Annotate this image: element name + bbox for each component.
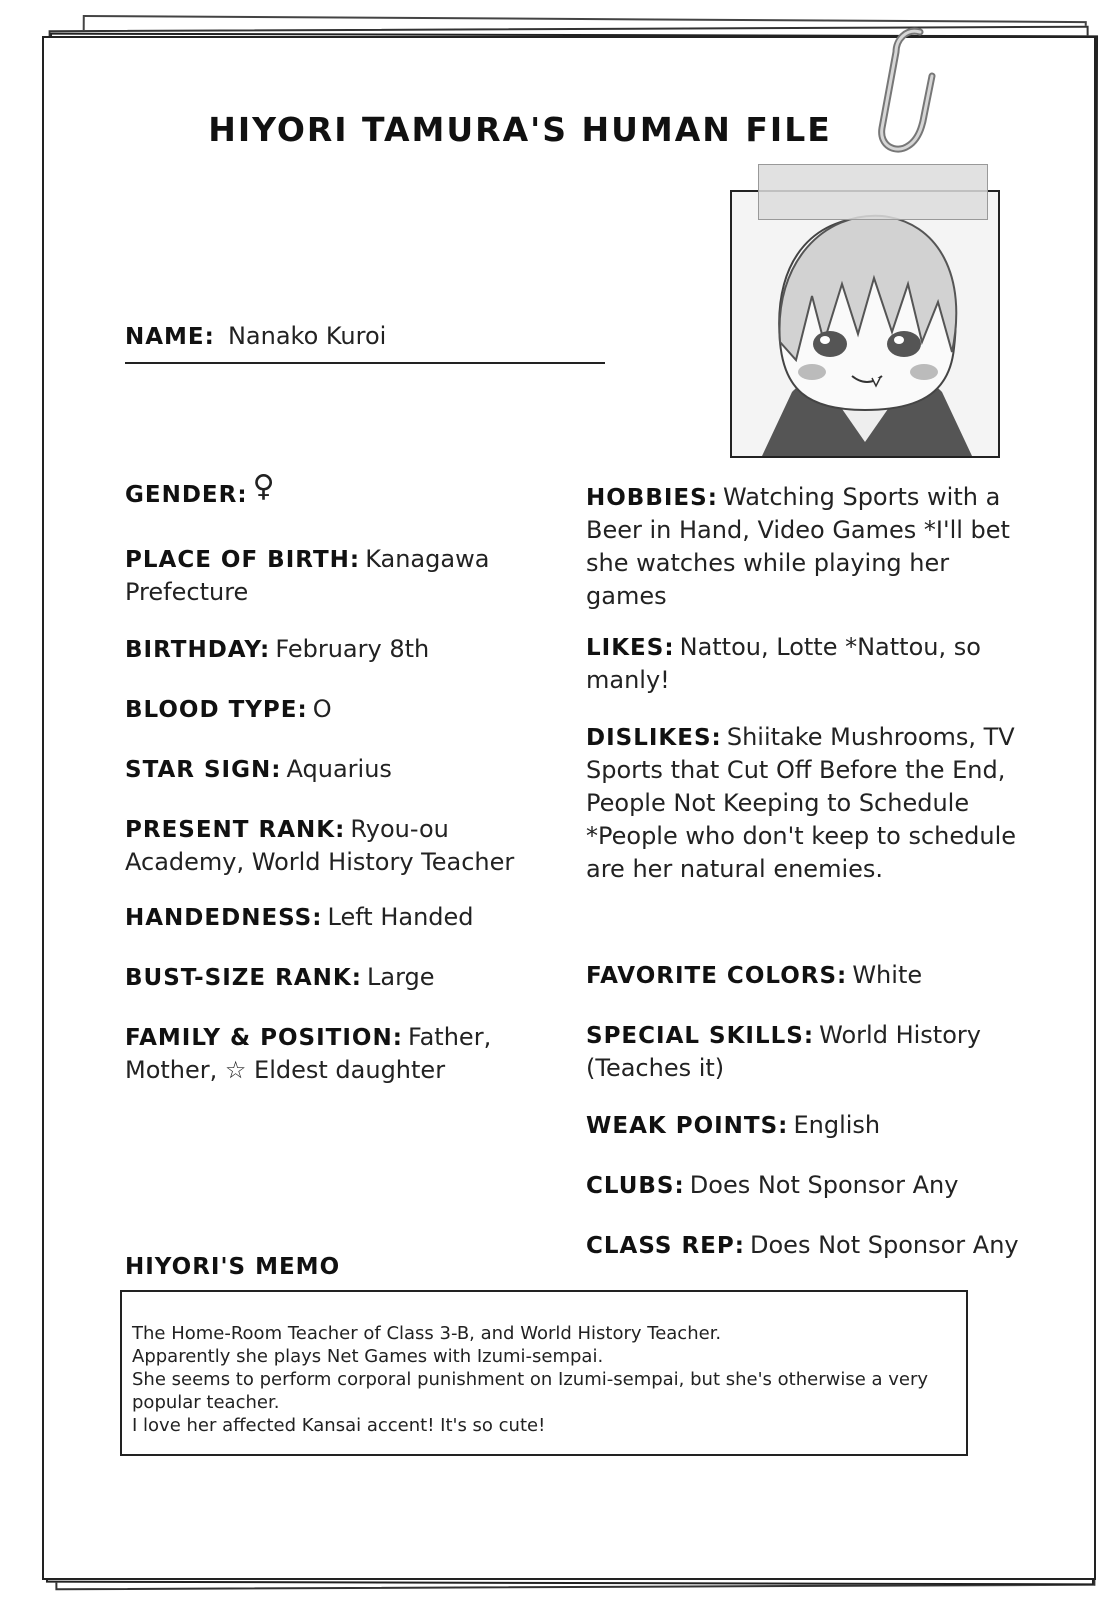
field-family-position: FAMILY & POSITION: Father, Mother, ☆ Eldest daughter bbox=[125, 1023, 492, 1084]
memo-box bbox=[120, 1290, 968, 1456]
field-blood-type: BLOOD TYPE: O bbox=[125, 695, 332, 723]
field-special-skills: SPECIAL SKILLS: World History (Teaches it) bbox=[586, 1021, 981, 1082]
character-portrait bbox=[730, 190, 1000, 458]
field-class-rep: CLASS REP: Does Not Sponsor Any bbox=[586, 1231, 1019, 1259]
field-gender: GENDER: ♀ bbox=[125, 469, 275, 508]
field-star-sign: STAR SIGN: Aquarius bbox=[125, 755, 392, 783]
field-hobbies: HOBBIES: Watching Sports with a Beer in Hand, Video Games *I'll bet she watches while playing her games bbox=[586, 483, 1010, 610]
field-bust-size-rank: BUST-SIZE RANK: Large bbox=[125, 963, 435, 991]
memo-line: I love her affected Kansai accent! It's so cute! bbox=[132, 1415, 546, 1436]
name-label: NAME: bbox=[125, 324, 215, 350]
field-likes: LIKES: Nattou, Lotte *Nattou, so manly! bbox=[586, 633, 981, 694]
memo-line: She seems to perform corporal punishment on Izumi-sempai, but she's otherwise a very popular teacher. bbox=[132, 1369, 929, 1413]
field-clubs: CLUBS: Does Not Sponsor Any bbox=[586, 1171, 959, 1199]
female-symbol-icon: ♀ bbox=[252, 469, 275, 504]
memo-heading: HIYORI'S MEMO bbox=[125, 1254, 341, 1280]
field-present-rank: PRESENT RANK: Ryou-ou Academy, World History Teacher bbox=[125, 815, 515, 876]
name-field bbox=[125, 322, 605, 364]
page-title: HIYORI TAMURA'S HUMAN FILE bbox=[208, 110, 832, 149]
memo-line: The Home-Room Teacher of Class 3-B, and World History Teacher. bbox=[132, 1323, 722, 1344]
field-birthday: BIRTHDAY: February 8th bbox=[125, 635, 430, 663]
field-favorite-colors: FAVORITE COLORS: White bbox=[586, 961, 923, 989]
field-handedness: HANDEDNESS: Left Handed bbox=[125, 903, 474, 931]
memo-line: Apparently she plays Net Games with Izumi-sempai. bbox=[132, 1346, 604, 1367]
tape-strip bbox=[758, 164, 988, 220]
field-place-of-birth: PLACE OF BIRTH: Kanagawa Prefecture bbox=[125, 545, 490, 606]
field-weak-points: WEAK POINTS: English bbox=[586, 1111, 881, 1139]
field-dislikes: DISLIKES: Shiitake Mushrooms, TV Sports that Cut Off Before the End, People Not Keeping to Schedule *People who don't keep to schedule are her natural enemies. bbox=[586, 723, 1016, 883]
name-value: Nanako Kuroi bbox=[227, 322, 387, 350]
